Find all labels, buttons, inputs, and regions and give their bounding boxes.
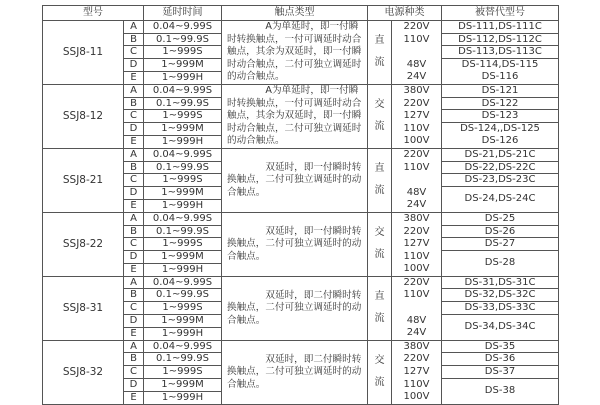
replacement-model: DS-35 [442, 340, 559, 353]
voltage-value: 220V [403, 97, 430, 109]
contact-type-cell [222, 148, 368, 212]
voltage-cell [392, 84, 442, 148]
voltage-cell [392, 212, 442, 276]
voltage-value: 110V [403, 378, 430, 390]
replacement-model [442, 122, 559, 148]
variant-letter: E [124, 136, 144, 149]
contact-type-text: A为单延时，即一付瞬时转换触点，一付可调延时动合触点，其余为双延时，即一付瞬时动合触点，二付可独立调延时的动合触点。 [227, 85, 362, 147]
voltage-value: 380V [403, 212, 430, 224]
contact-type-text: 双延时，即一付瞬时转换触点，二付可独立调延时的动合触点。 [227, 161, 362, 198]
replacement-model [442, 378, 559, 404]
table-row [43, 21, 559, 34]
variant-letter: B [124, 33, 144, 46]
voltage-value [392, 302, 441, 315]
voltage-cell [392, 340, 442, 404]
variant-letter: D [124, 186, 144, 200]
contact-type-text: A为单延时，即一付瞬时转换触点，一付可调延时动合触点，其余为双延时，即一付瞬时动合触点，二付可独立调延时的动合触点。 [227, 21, 362, 83]
voltage-value: 110V [403, 33, 430, 45]
delay-range: 1~999M [144, 314, 222, 328]
variant-letter: E [124, 264, 144, 277]
power-type-char: 直 [374, 291, 385, 303]
replacement-model-text: DS-24,DS-24C [464, 193, 536, 205]
power-type-char: 直 [374, 35, 385, 47]
variant-letter: C [124, 238, 144, 251]
power-type-char: 流 [374, 249, 385, 261]
power-type-cell [368, 340, 392, 404]
voltage-value: 380V [403, 84, 430, 96]
delay-range: 1~999S [144, 110, 222, 123]
variant-letter: B [124, 161, 144, 174]
model-cell: SSJ8-32 [43, 340, 124, 404]
replacement-model: DS-121 [442, 84, 559, 97]
delay-range: 1~999M [144, 58, 222, 72]
power-type-char: 直 [374, 163, 385, 175]
contact-type-text: 双延时，即二付瞬时转换触点，二付可独立调延时的动合触点。 [227, 289, 362, 326]
power-type-cell [368, 148, 392, 212]
delay-range: 0.04~9.99S [144, 84, 222, 97]
voltage-value: 110V [403, 161, 430, 173]
variant-letter: E [124, 392, 144, 405]
voltage-value: 24V [406, 199, 427, 211]
contact-type-text: 双延时，即二付瞬时转换触点，二付可独立调延时的动合触点。 [227, 353, 362, 390]
delay-range: 1~999M [144, 378, 222, 392]
contact-type-text: 双延时，即一付瞬时转换触点，二付可独立调延时的动合触点。 [227, 225, 362, 262]
variant-letter: E [124, 328, 144, 341]
variant-letter: B [124, 289, 144, 302]
delay-range: 0.04~9.99S [144, 148, 222, 161]
variant-letter: D [124, 314, 144, 328]
variant-letter: A [124, 340, 144, 353]
delay-range: 1~999S [144, 302, 222, 315]
voltage-value [392, 174, 441, 187]
table-body [43, 21, 559, 405]
table-row [43, 212, 559, 225]
power-type-cell [368, 84, 392, 148]
voltage-value: 220V [403, 148, 430, 160]
replacement-model: DS-33,DS-33C [442, 302, 559, 315]
delay-range: 1~999M [144, 250, 222, 264]
delay-range: 1~999S [144, 238, 222, 251]
replacement-model: DS-21,DS-21C [442, 148, 559, 161]
replacement-model: DS-37 [442, 366, 559, 379]
model-cell: SSJ8-21 [43, 148, 124, 212]
delay-range: 0.04~9.99S [144, 276, 222, 289]
table-row [43, 340, 559, 353]
replacement-model: DS-25 [442, 212, 559, 225]
power-type-cell [368, 21, 392, 85]
delay-range: 0.04~9.99S [144, 340, 222, 353]
delay-range: 1~999M [144, 186, 222, 200]
voltage-cell [392, 148, 442, 212]
voltage-value: 127V [403, 110, 430, 122]
contact-type-cell [222, 212, 368, 276]
contact-type-cell [222, 84, 368, 148]
delay-range: 1~999H [144, 392, 222, 405]
voltage-value: 220V [403, 225, 430, 237]
voltage-value: 100V [403, 135, 430, 147]
power-type-char: 流 [374, 121, 385, 133]
voltage-value: 110V [403, 289, 430, 301]
replacement-model: DS-27 [442, 238, 559, 251]
header-replace: 被替代型号 [442, 6, 559, 21]
voltage-value: 100V [403, 263, 430, 275]
header-power: 电源种类 [368, 6, 442, 21]
delay-range: 0.1~99.9S [144, 33, 222, 46]
variant-letter: C [124, 174, 144, 187]
voltage-cell [392, 21, 442, 85]
variant-letter: D [124, 58, 144, 72]
delay-range: 1~999H [144, 136, 222, 149]
variant-letter: D [124, 122, 144, 136]
voltage-value: 110V [403, 122, 430, 134]
delay-range: 0.1~99.9S [144, 353, 222, 366]
contact-type-cell [222, 340, 368, 404]
variant-letter: A [124, 148, 144, 161]
delay-range: 0.1~99.9S [144, 225, 222, 238]
model-cell: SSJ8-11 [43, 21, 124, 85]
variant-letter: B [124, 97, 144, 110]
voltage-cell [392, 276, 442, 340]
delay-range: 1~999S [144, 46, 222, 59]
variant-letter: C [124, 302, 144, 315]
replacement-model [442, 250, 559, 276]
replacement-model: DS-31,DS-31C [442, 276, 559, 289]
voltage-value: 220V [403, 21, 430, 32]
replacement-model: DS-112,DS-112C [442, 33, 559, 46]
delay-range: 1~999M [144, 122, 222, 136]
voltage-value: 380V [403, 340, 430, 352]
replacement-model-text: DS-38 [484, 385, 516, 397]
replacement-model: DS-123 [442, 110, 559, 123]
header-row [43, 6, 559, 21]
replacement-model-text: DS-126 [481, 135, 519, 147]
table-row [43, 148, 559, 161]
voltage-value: 220V [403, 353, 430, 365]
voltage-value: 127V [403, 238, 430, 250]
delay-range: 1~999H [144, 72, 222, 85]
delay-range: 0.1~99.9S [144, 97, 222, 110]
replacement-model-text: DS-28 [484, 257, 516, 269]
contact-type-cell [222, 276, 368, 340]
relay-spec-table [42, 5, 559, 405]
delay-range: 1~999H [144, 200, 222, 213]
replacement-model: DS-113,DS-113C [442, 46, 559, 59]
delay-range: 1~999S [144, 174, 222, 187]
voltage-value: 48V [406, 58, 427, 70]
power-type-cell [368, 276, 392, 340]
delay-range: 0.1~99.9S [144, 161, 222, 174]
power-type-char: 交 [374, 99, 385, 111]
variant-letter: D [124, 378, 144, 392]
voltage-value: 220V [403, 276, 430, 288]
replacement-model: DS-111,DS-111C [442, 21, 559, 34]
delay-range: 0.1~99.9S [144, 289, 222, 302]
power-type-char: 流 [374, 185, 385, 197]
power-type-cell [368, 212, 392, 276]
variant-letter: A [124, 21, 144, 34]
replacement-model-text: DS-116 [481, 71, 519, 83]
delay-range: 1~999H [144, 328, 222, 341]
variant-letter: A [124, 84, 144, 97]
power-type-char: 流 [374, 57, 385, 69]
model-cell: SSJ8-12 [43, 84, 124, 148]
voltage-value: 110V [403, 250, 430, 262]
delay-range: 1~999H [144, 264, 222, 277]
variant-letter: C [124, 366, 144, 379]
replacement-model: DS-23,DS-23C [442, 174, 559, 187]
voltage-value: 48V [406, 186, 427, 198]
voltage-value: 24V [406, 71, 427, 83]
variant-letter: E [124, 200, 144, 213]
replacement-model [442, 314, 559, 340]
table-row [43, 276, 559, 289]
replacement-model: DS-26 [442, 225, 559, 238]
replacement-model-text: DS-114,DS-115 [461, 59, 539, 71]
voltage-value: 100V [403, 391, 430, 403]
power-type-char: 流 [374, 313, 385, 325]
contact-type-cell [222, 21, 368, 85]
voltage-value [392, 46, 441, 59]
power-type-char: 交 [374, 355, 385, 367]
delay-range: 0.04~9.99S [144, 21, 222, 34]
replacement-model [442, 186, 559, 212]
table-row [43, 84, 559, 97]
variant-letter: B [124, 225, 144, 238]
power-type-char: 流 [374, 377, 385, 389]
delay-range: 0.04~9.99S [144, 212, 222, 225]
variant-letter: A [124, 276, 144, 289]
variant-letter: E [124, 72, 144, 85]
model-cell: SSJ8-31 [43, 276, 124, 340]
header-contact: 触点类型 [222, 6, 368, 21]
header-delay: 延时时间 [144, 6, 222, 21]
variant-letter: A [124, 212, 144, 225]
model-cell: SSJ8-22 [43, 212, 124, 276]
variant-letter: B [124, 353, 144, 366]
variant-letter: D [124, 250, 144, 264]
voltage-value: 127V [403, 366, 430, 378]
power-type-char: 交 [374, 227, 385, 239]
delay-range: 1~999S [144, 366, 222, 379]
replacement-model [442, 58, 559, 84]
header-model: 型号 [43, 6, 144, 21]
voltage-value: 48V [406, 314, 427, 326]
replacement-model: DS-36 [442, 353, 559, 366]
replacement-model-text: DS-34,DS-34C [464, 321, 536, 333]
replacement-model: DS-32,DS-32C [442, 289, 559, 302]
replacement-model: DS-122 [442, 97, 559, 110]
voltage-value: 24V [406, 327, 427, 339]
replacement-model-text: DS-124,,DS-125 [460, 123, 540, 135]
replacement-model: DS-22,DS-22C [442, 161, 559, 174]
variant-letter: C [124, 110, 144, 123]
variant-letter: C [124, 46, 144, 59]
